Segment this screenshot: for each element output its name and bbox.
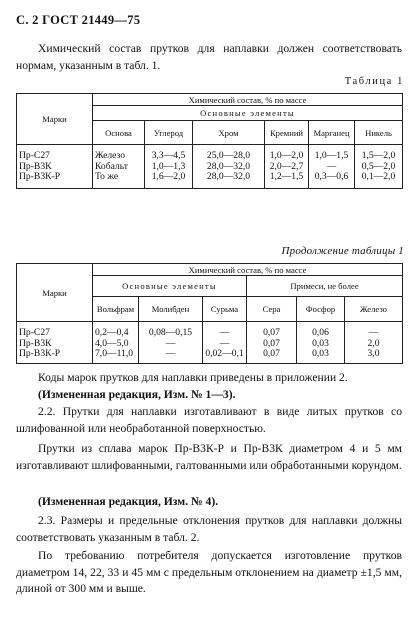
table-cell: — bbox=[139, 339, 203, 350]
table2-col-header: Сурьма bbox=[203, 297, 247, 322]
table-cell: 0,5—2,0 bbox=[355, 162, 403, 173]
table1-col-marka: Марки bbox=[17, 94, 93, 145]
table-cell: 4,0—5,0 bbox=[93, 339, 139, 350]
table-cell: 0,06 bbox=[297, 322, 345, 339]
table-cell: 7,0—11,0 bbox=[93, 349, 139, 364]
table-cell: 0,07 bbox=[247, 349, 297, 364]
table-cell: Пр-В3К-Р bbox=[17, 172, 93, 189]
table-row bbox=[17, 145, 403, 162]
table-cell: 0,08—0,15 bbox=[139, 322, 203, 339]
table-cell: 0,07 bbox=[247, 339, 297, 350]
table-cell: Железо bbox=[93, 145, 145, 162]
table1-col-header: Углерод bbox=[145, 121, 193, 145]
table1-subgroup-header: Основные элементы bbox=[93, 106, 403, 121]
edition-note-2: (Измененная редакция, Изм. № 4). bbox=[38, 495, 219, 508]
table-cell: Пр-С27 bbox=[17, 145, 93, 162]
table-cell: 3,3—4,5 bbox=[145, 145, 193, 162]
table1 bbox=[16, 93, 403, 189]
page-header: С. 2 ГОСТ 21449—75 bbox=[16, 13, 141, 27]
table1-col-header: Никель bbox=[355, 121, 403, 145]
table2-col-header: Вольфрам bbox=[93, 297, 139, 322]
table-cell: — bbox=[139, 349, 203, 364]
table-cell: — bbox=[203, 339, 247, 350]
table-row bbox=[17, 349, 403, 364]
table-cell: 28,0—32,0 bbox=[193, 172, 265, 189]
table-cell: 0,03 bbox=[297, 349, 345, 364]
table-cell: 0,1—2,0 bbox=[355, 172, 403, 189]
table-cell: 1,5—2,0 bbox=[355, 145, 403, 162]
customer-request-paragraph: По требованию потребителя допускается изготовление прутков диаметром 14, 22, 33 и 45 мм с предельным отклонением на диаметр ±1,5 мм, длиной от 300 мм и выше. bbox=[16, 549, 402, 595]
table-cell: 1,0—1,3 bbox=[145, 162, 193, 173]
table-cell: 1,0—2,0 bbox=[265, 145, 309, 162]
table-cell: 25,0—28,0 bbox=[193, 145, 265, 162]
table1-caption: Таблица 1 bbox=[344, 76, 404, 87]
table-cell: — bbox=[203, 322, 247, 339]
table1-group-header: Химический состав, % по массе bbox=[93, 94, 403, 106]
clause-2-2-alloys: Прутки из сплава марок Пр-В3К-Р и Пр-В3К диаметром 4 и 5 мм изготавливают шлифованными, галтованными или обработанными корундом. bbox=[16, 442, 402, 472]
table2-col-header: Фосфор bbox=[297, 297, 345, 322]
table2-col-header: Железо bbox=[345, 297, 403, 322]
table-cell: 1,2—1,5 bbox=[265, 172, 309, 189]
table-cell: — bbox=[309, 162, 355, 173]
table2-subgroup-impurities: Примеси, не более bbox=[247, 276, 403, 297]
table-cell: 2,0 bbox=[345, 339, 403, 350]
table1-col-header: Основа bbox=[93, 121, 145, 145]
table-cell: Пр-В3К bbox=[17, 162, 93, 173]
table1-col-header: Хром bbox=[193, 121, 265, 145]
table2 bbox=[16, 263, 403, 364]
clause-2-3: 2.3. Размеры и предельные отклонения прутков для наплавки должны соответствовать указанным в табл. 2. bbox=[16, 514, 402, 544]
table2-col-marka: Марки bbox=[17, 264, 93, 322]
table2-subgroup-main: Основные элементы bbox=[93, 276, 247, 297]
table-cell: 1,0—1,5 bbox=[309, 145, 355, 162]
table-cell: 1,6—2,0 bbox=[145, 172, 193, 189]
table-cell: 28,0—32,0 bbox=[193, 162, 265, 173]
table-cell: 3,0 bbox=[345, 349, 403, 364]
table-cell: 2,0—2,7 bbox=[265, 162, 309, 173]
table-row bbox=[17, 172, 403, 189]
table1-col-header: Марганец bbox=[309, 121, 355, 145]
table2-col-header: Молибден bbox=[139, 297, 203, 322]
table1-col-header: Кремний bbox=[265, 121, 309, 145]
table-cell: Кобальт bbox=[93, 162, 145, 173]
intro-paragraph: Химический состав прутков для наплавки должен соответствовать нормам, указанным в табл. 1. bbox=[16, 42, 402, 72]
table-cell: Пр-С27 bbox=[17, 322, 93, 339]
table-cell: 0,02—0,1 bbox=[203, 349, 247, 364]
codes-paragraph: Коды марок прутков для наплавки приведены в приложении 2. bbox=[38, 371, 348, 384]
table2-group-header: Химический состав, % по массе bbox=[93, 264, 403, 276]
clause-2-2: 2.2. Прутки для наплавки изготавливают в виде литых прутков со шлифованной или необработанной поверхностью. bbox=[16, 405, 402, 435]
table-cell: 0,2—0,4 bbox=[93, 322, 139, 339]
table-cell: Пр-В3К-Р bbox=[17, 349, 93, 364]
table-cell: То же bbox=[93, 172, 145, 189]
table-cell: 0,3—0,6 bbox=[309, 172, 355, 189]
table-cell: 0,03 bbox=[297, 339, 345, 350]
table2-col-header: Сера bbox=[247, 297, 297, 322]
table-cell: Пр-В3К bbox=[17, 339, 93, 350]
table2-caption: Продолжение таблицы 1 bbox=[281, 245, 404, 257]
table-row bbox=[17, 322, 403, 339]
table-cell: — bbox=[345, 322, 403, 339]
table-cell: 0,07 bbox=[247, 322, 297, 339]
edition-note-1: (Измененная редакция, Изм. № 1—3). bbox=[38, 388, 236, 401]
